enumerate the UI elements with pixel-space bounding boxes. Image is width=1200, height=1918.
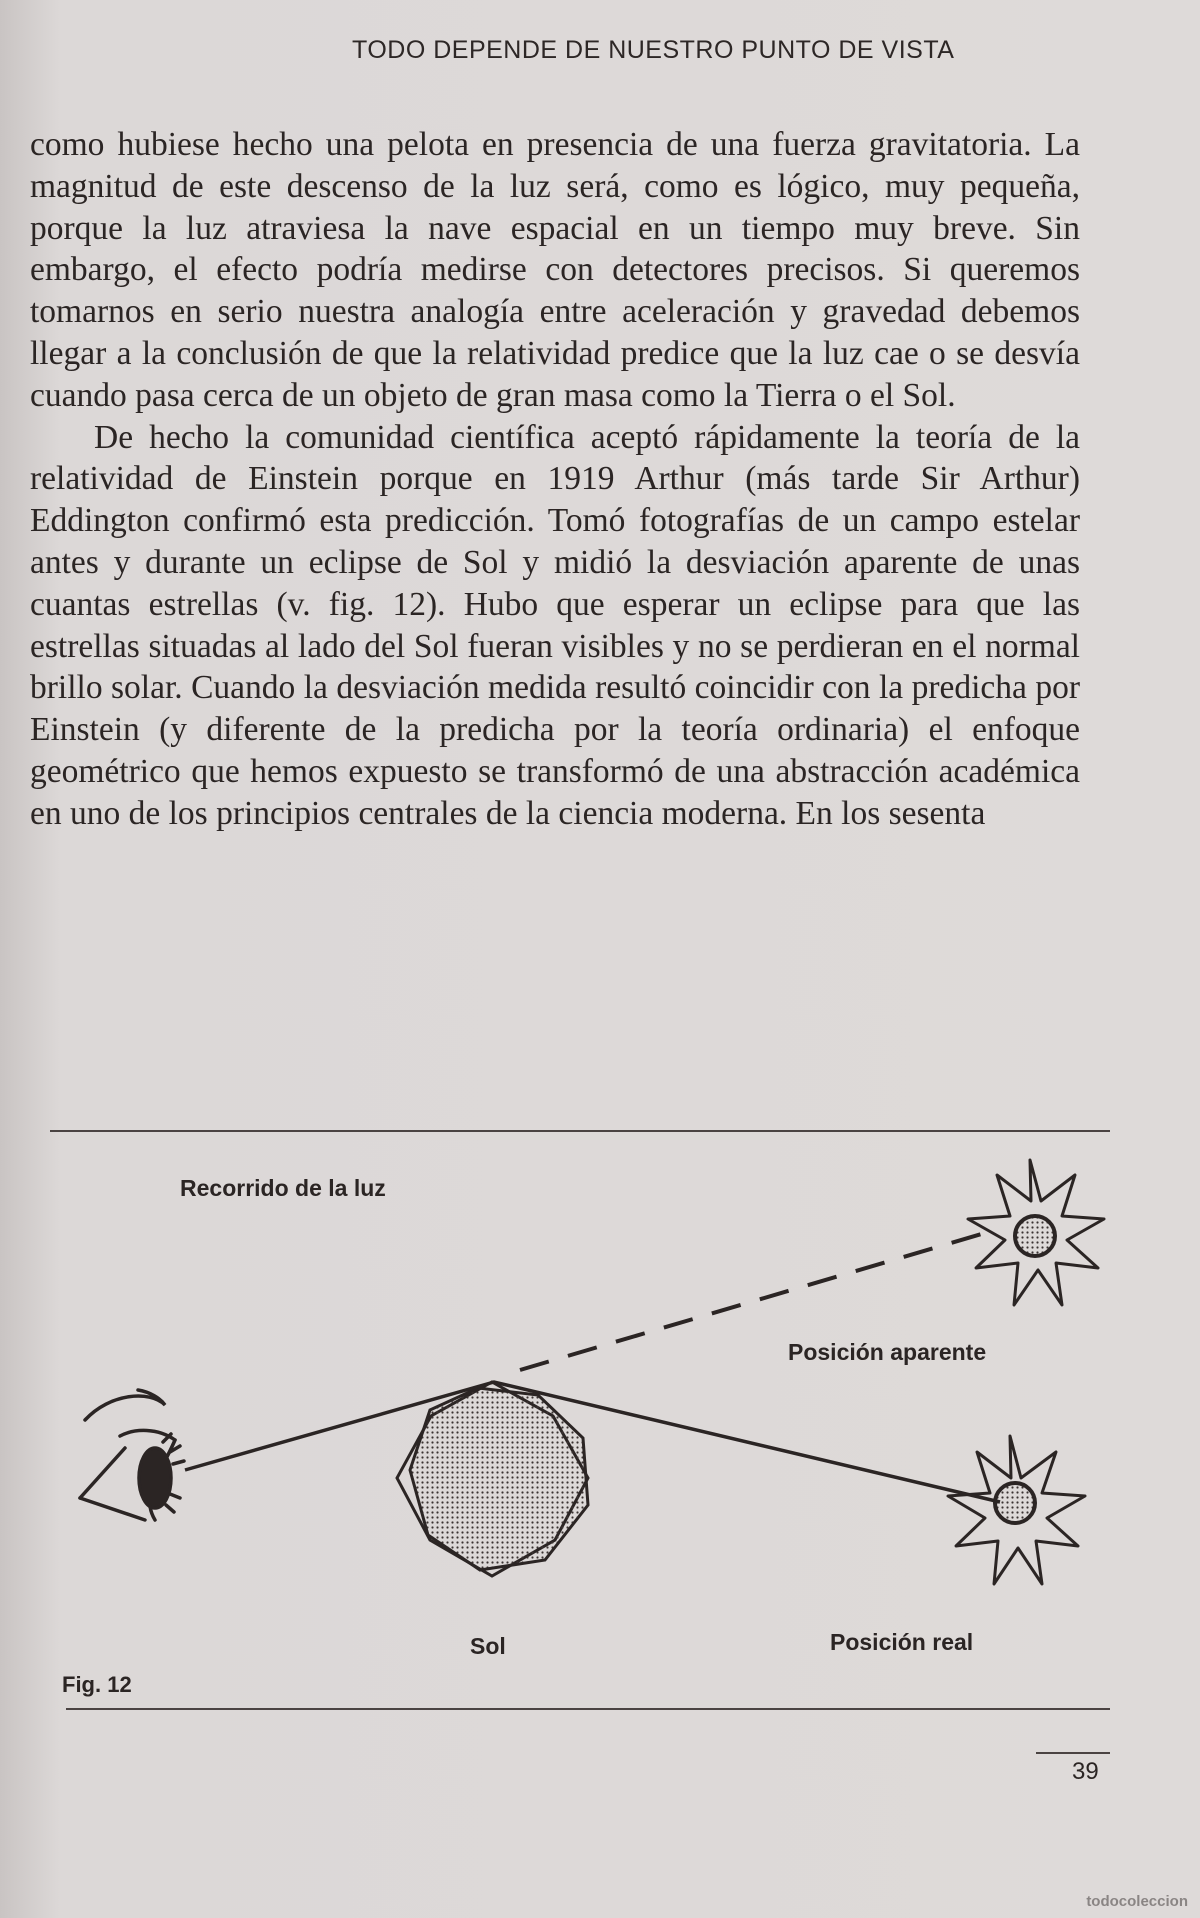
running-head: TODO DEPENDE DE NUESTRO PUNTO DE VISTA [352, 36, 955, 64]
figure-caption: Fig. 12 [62, 1672, 132, 1697]
real-position-label: Posición real [830, 1629, 974, 1655]
body-text [30, 124, 1080, 835]
apparent-position-label: Posición aparente [788, 1339, 987, 1365]
apparent-star-icon [968, 1160, 1104, 1305]
sun-label: Sol [470, 1633, 506, 1659]
light-path-label: Recorrido de la luz [180, 1175, 386, 1201]
paragraph-2: De hecho la comunidad científica aceptó rápidamente la teoría de la relatividad de Einstein porque en 1919 Arthur (más tarde Sir Arthur) Eddington confirmó esta predicción. Tomó fotografías de un campo estelar antes y durante un eclipse de Sol y midió la desviación aparente de unas cuantas estrellas (v. fig. 12). Hubo que esperar un eclipse para que las estrellas situadas al lado del Sol fueran visibles y no se perdieran en el normal brillo solar. Cuando la desviación medida resultó coincidir con la predicha por Einstein (y diferente de la predicha por la teoría ordinaria) el enfoque geométrico que hemos expuesto se transformó de una abstracción académica en uno de los principios centrales de la ciencia moderna. En los sesenta [30, 418, 1080, 832]
page-number-rule [1036, 1752, 1110, 1754]
watermark: todocoleccion [1086, 1893, 1188, 1910]
sun-icon [397, 1382, 588, 1576]
eye-icon [80, 1390, 184, 1520]
figure-bottom-rule [66, 1708, 1110, 1710]
paragraph-1: como hubiese hecho una pelota en presencia de una fuerza gravitatoria. La magnitud de este descenso de la luz será, como es lógico, muy pequeña, porque la luz atraviesa la nave espacial en un tiempo muy breve. Sin embargo, el efecto podría medirse con detectores precisos. Si queremos tomarnos en serio nuestra analogía entre aceleración y gravedad debemos llegar a la conclusión de que la relatividad predice que la luz cae o se desvía cuando pasa cerca de un objeto de gran masa como la Tierra o el Sol. [30, 126, 1080, 414]
light-ray-path [185, 1382, 1000, 1502]
real-star-icon [948, 1436, 1085, 1584]
figure-12-diagram [0, 1110, 1200, 1710]
page-number: 39 [1072, 1758, 1099, 1785]
